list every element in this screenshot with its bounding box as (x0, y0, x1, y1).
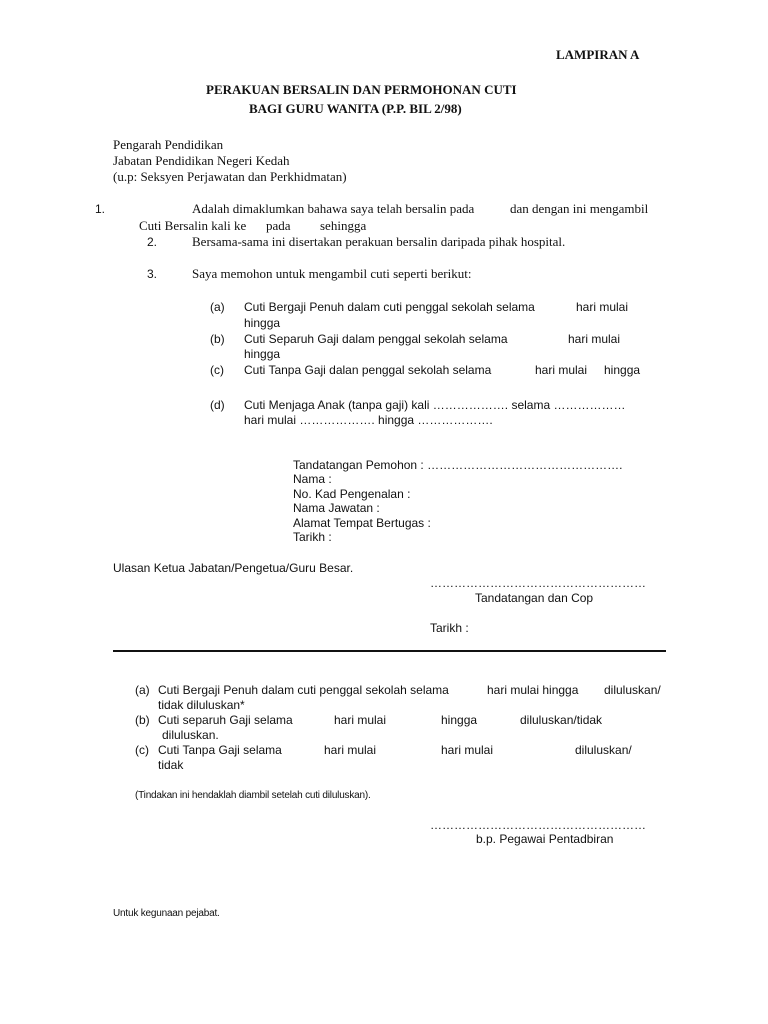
option-b-label: (b) (210, 332, 225, 346)
approval-b-status: diluluskan/tidak (520, 713, 603, 727)
approval-c-start-2: hari mulai (441, 743, 494, 757)
option-c-start: hari mulai (535, 363, 588, 377)
head-date-label: Tarikh : (430, 621, 469, 635)
approval-b-label: (b) (135, 713, 150, 727)
item1-text-c: Cuti Bersalin kali ke (139, 218, 247, 233)
section-divider (113, 650, 666, 652)
approval-a-label: (a) (135, 683, 150, 697)
option-a-until: hingga (244, 316, 281, 330)
approval-note: (Tindakan ini hendaklah diambil setelah cuti diluluskan). (135, 790, 371, 801)
approval-c-continuation: tidak (158, 758, 184, 772)
option-a-start: hari mulai (576, 300, 629, 314)
option-a-text: Cuti Bergaji Penuh dalam cuti penggal sekolah selama (244, 300, 535, 314)
item3-number: 3. (147, 267, 158, 281)
option-b-text: Cuti Separuh Gaji dalam penggal sekolah selama (244, 332, 508, 346)
applicant-signature: Tandatangan Pemohon : …………………………………………. (293, 458, 623, 472)
head-signature-label: Tandatangan dan Cop (475, 591, 594, 605)
admin-signature-line: ……………………………………………… (430, 818, 646, 832)
item1-text-a: Adalah dimaklumkan bahawa saya telah bersalin pada (192, 201, 475, 216)
item3-text: Saya memohon untuk mengambil cuti seperti berikut: (192, 266, 472, 281)
form-title-line2: BAGI GURU WANITA (P.P. BIL 2/98) (249, 101, 462, 116)
item1-text-e: sehingga (320, 218, 367, 233)
approval-c-text: Cuti Tanpa Gaji selama (158, 743, 282, 757)
approval-b-text: Cuti separuh Gaji selama (158, 713, 293, 727)
item2-number: 2. (147, 235, 158, 249)
applicant-address: Alamat Tempat Bertugas : (293, 516, 431, 530)
option-c-until: hingga (604, 363, 641, 377)
applicant-name: Nama : (293, 472, 332, 486)
appendix-label: LAMPIRAN A (556, 47, 640, 62)
approval-a-continuation: tidak diluluskan* (158, 698, 245, 712)
option-c-text: Cuti Tanpa Gaji dalan penggal sekolah selama (244, 363, 492, 377)
option-d-continuation: hari mulai ………………. hingga ………………. (244, 413, 493, 427)
option-c-label: (c) (210, 363, 224, 377)
admin-signature-label: b.p. Pegawai Pentadbiran (476, 832, 614, 846)
item1-text-d: pada (266, 218, 291, 233)
addressee-line2: Jabatan Pendidikan Negeri Kedah (113, 153, 290, 168)
option-b-until: hingga (244, 347, 281, 361)
approval-b-until: hingga (441, 713, 478, 727)
applicant-position: Nama Jawatan : (293, 501, 380, 515)
item1-text-b: dan dengan ini mengambil (510, 201, 649, 216)
head-signature-line: ……………………………………………… (430, 576, 646, 590)
approval-c-start: hari mulai (324, 743, 377, 757)
option-a-label: (a) (210, 300, 225, 314)
approval-a-text: Cuti Bergaji Penuh dalam cuti penggal sekolah selama (158, 683, 449, 697)
approval-b-start: hari mulai (334, 713, 387, 727)
option-b-start: hari mulai (568, 332, 621, 346)
addressee-line3: (u.p: Seksyen Perjawatan dan Perkhidmatan) (113, 169, 347, 184)
option-d-label: (d) (210, 398, 225, 412)
review-label: Ulasan Ketua Jabatan/Pengetua/Guru Besar. (113, 561, 354, 575)
item1-number: 1. (95, 202, 106, 216)
item2-text: Bersama-sama ini disertakan perakuan bersalin daripada pihak hospital. (192, 234, 566, 249)
approval-a-start: hari mulai hingga (487, 683, 579, 697)
form-title-line1: PERAKUAN BERSALIN DAN PERMOHONAN CUTI (206, 82, 517, 97)
approval-a-status: diluluskan/ (604, 683, 661, 697)
option-d-text: Cuti Menjaga Anak (tanpa gaji) kali ………………. selama ……………… (244, 398, 626, 412)
addressee-line1: Pengarah Pendidikan (113, 137, 224, 152)
office-use-label: Untuk kegunaan pejabat. (113, 908, 220, 919)
approval-b-continuation: diluluskan. (162, 728, 219, 742)
applicant-date: Tarikh : (293, 530, 332, 544)
approval-c-label: (c) (135, 743, 149, 757)
approval-c-status: diluluskan/ (575, 743, 632, 757)
applicant-ic: No. Kad Pengenalan : (293, 487, 411, 501)
